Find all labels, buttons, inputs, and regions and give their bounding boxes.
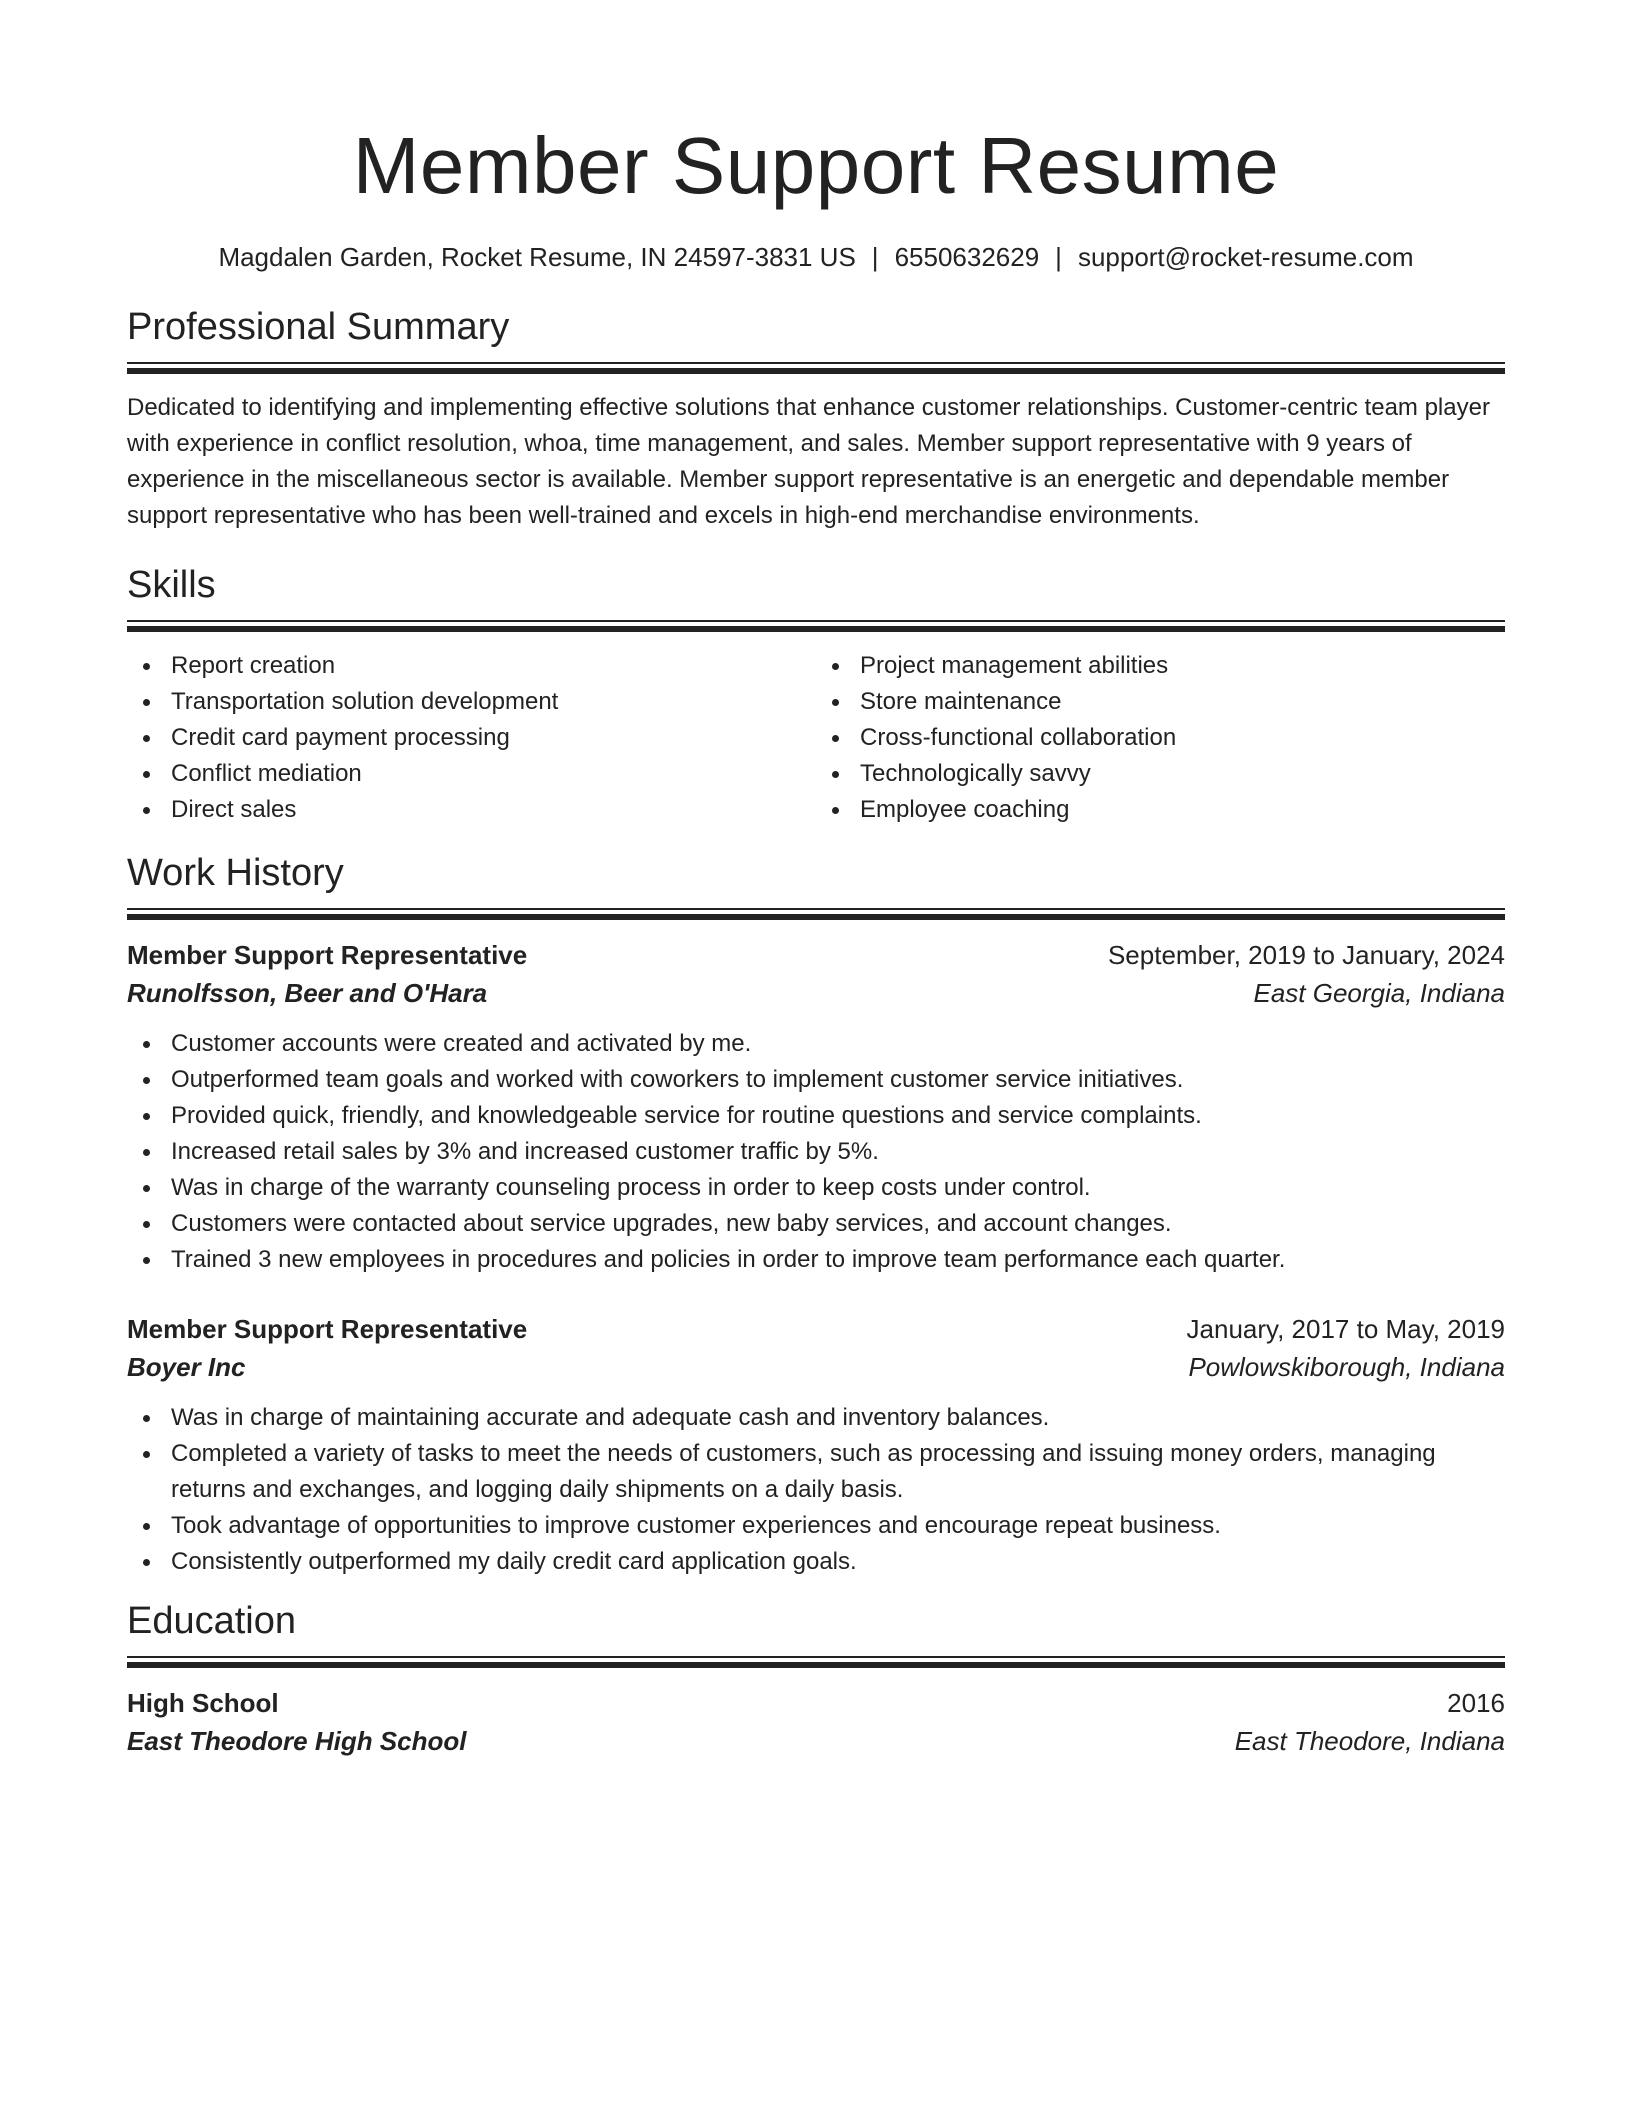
job-company: Boyer Inc <box>127 1352 246 1382</box>
job-bullet: Increased retail sales by 3% and increased customer traffic by 5%. <box>127 1134 1505 1170</box>
job-bullet: Consistently outperformed my daily credit card application goals. <box>127 1544 1505 1580</box>
job-bullet: Outperformed team goals and worked with coworkers to implement customer service initiatives. <box>127 1062 1505 1098</box>
job-bullet: Took advantage of opportunities to improve customer experiences and encourage repeat business. <box>127 1508 1505 1544</box>
section-divider <box>127 1656 1505 1668</box>
job-dates: September, 2019 to January, 2024 <box>1107 940 1505 970</box>
skill-item: Store maintenance <box>816 684 1505 720</box>
skill-item: Conflict mediation <box>127 756 816 792</box>
job-dates: January, 2017 to May, 2019 <box>1186 1314 1505 1344</box>
job-title: Member Support Representative <box>127 940 528 970</box>
job-title: Member Support Representative <box>127 1314 528 1344</box>
contact-separator: | <box>1055 242 1062 272</box>
skills-heading: Skills <box>127 564 216 606</box>
job-bullet: Trained 3 new employees in procedures and policies in order to improve team performance each quarter. <box>127 1242 1505 1278</box>
skills-column-right <box>816 648 1505 828</box>
education-year: 2016 <box>1447 1688 1505 1718</box>
skills-column-left <box>127 648 816 828</box>
contact-email: support@rocket-resume.com <box>1077 242 1414 272</box>
skill-item: Employee coaching <box>816 792 1505 828</box>
section-divider <box>127 908 1505 920</box>
work-history-section <box>127 850 1505 1580</box>
education-header-row <box>127 1684 1505 1722</box>
education-school: East Theodore High School <box>127 1726 467 1756</box>
summary-section <box>127 304 1505 534</box>
job-bullet: Customers were contacted about service upgrades, new baby services, and account changes. <box>127 1206 1505 1242</box>
job-header-row <box>127 936 1505 974</box>
job-header-row <box>127 1310 1505 1348</box>
work-history-heading: Work History <box>127 852 344 894</box>
contact-line <box>127 240 1505 274</box>
skill-item: Transportation solution development <box>127 684 816 720</box>
education-school-row <box>127 1722 1505 1760</box>
skills-section <box>127 562 1505 828</box>
skills-grid <box>127 648 1505 828</box>
job-bullets <box>127 1400 1505 1580</box>
job-bullet: Was in charge of the warranty counseling process in order to keep costs under control. <box>127 1170 1505 1206</box>
education-location: East Theodore, Indiana <box>1234 1726 1505 1756</box>
contact-separator: | <box>871 242 879 272</box>
resume-title: Member Support Resume <box>352 121 1280 210</box>
skill-item: Project management abilities <box>816 648 1505 684</box>
section-divider <box>127 620 1505 632</box>
job-entry <box>127 1310 1505 1580</box>
summary-heading: Professional Summary <box>127 306 510 348</box>
summary-text: Dedicated to identifying and implementing effective solutions that enhance customer relationships. Customer-centric team player with experience in conflict resolution, whoa, time management, and sales. Member support representative with 9 years of experience in the miscellaneous sector is available. Member support representative is an energetic and dependable member support representative who has been well-trained and excels in high-end merchandise environments. <box>127 394 1490 529</box>
job-entry <box>127 936 1505 1278</box>
job-location: Powlowskiborough, Indiana <box>1188 1352 1505 1382</box>
skill-item: Technologically savvy <box>816 756 1505 792</box>
job-bullet: Provided quick, friendly, and knowledgeable service for routine questions and service complaints. <box>127 1098 1505 1134</box>
contact-phone: 6550632629 <box>894 242 1040 272</box>
skill-item: Direct sales <box>127 792 816 828</box>
job-company-row <box>127 974 1505 1012</box>
job-bullet: Completed a variety of tasks to meet the needs of customers, such as processing and issuing money orders, managing returns and exchanges, and logging daily shipments on a daily basis. <box>127 1436 1505 1508</box>
skill-item: Report creation <box>127 648 816 684</box>
job-bullets <box>127 1026 1505 1278</box>
section-divider <box>127 362 1505 374</box>
job-bullet: Was in charge of maintaining accurate and adequate cash and inventory balances. <box>127 1400 1505 1436</box>
education-heading: Education <box>127 1600 297 1642</box>
skill-item: Cross-functional collaboration <box>816 720 1505 756</box>
skill-item: Credit card payment processing <box>127 720 816 756</box>
education-degree: High School <box>127 1688 279 1718</box>
education-section <box>127 1598 1505 1760</box>
contact-address: Magdalen Garden, Rocket Resume, IN 24597-3831 US <box>218 242 856 272</box>
job-bullet: Customer accounts were created and activated by me. <box>127 1026 1505 1062</box>
job-company-row <box>127 1348 1505 1386</box>
job-company: Runolfsson, Beer and O'Hara <box>127 978 488 1008</box>
job-location: East Georgia, Indiana <box>1253 978 1505 1008</box>
